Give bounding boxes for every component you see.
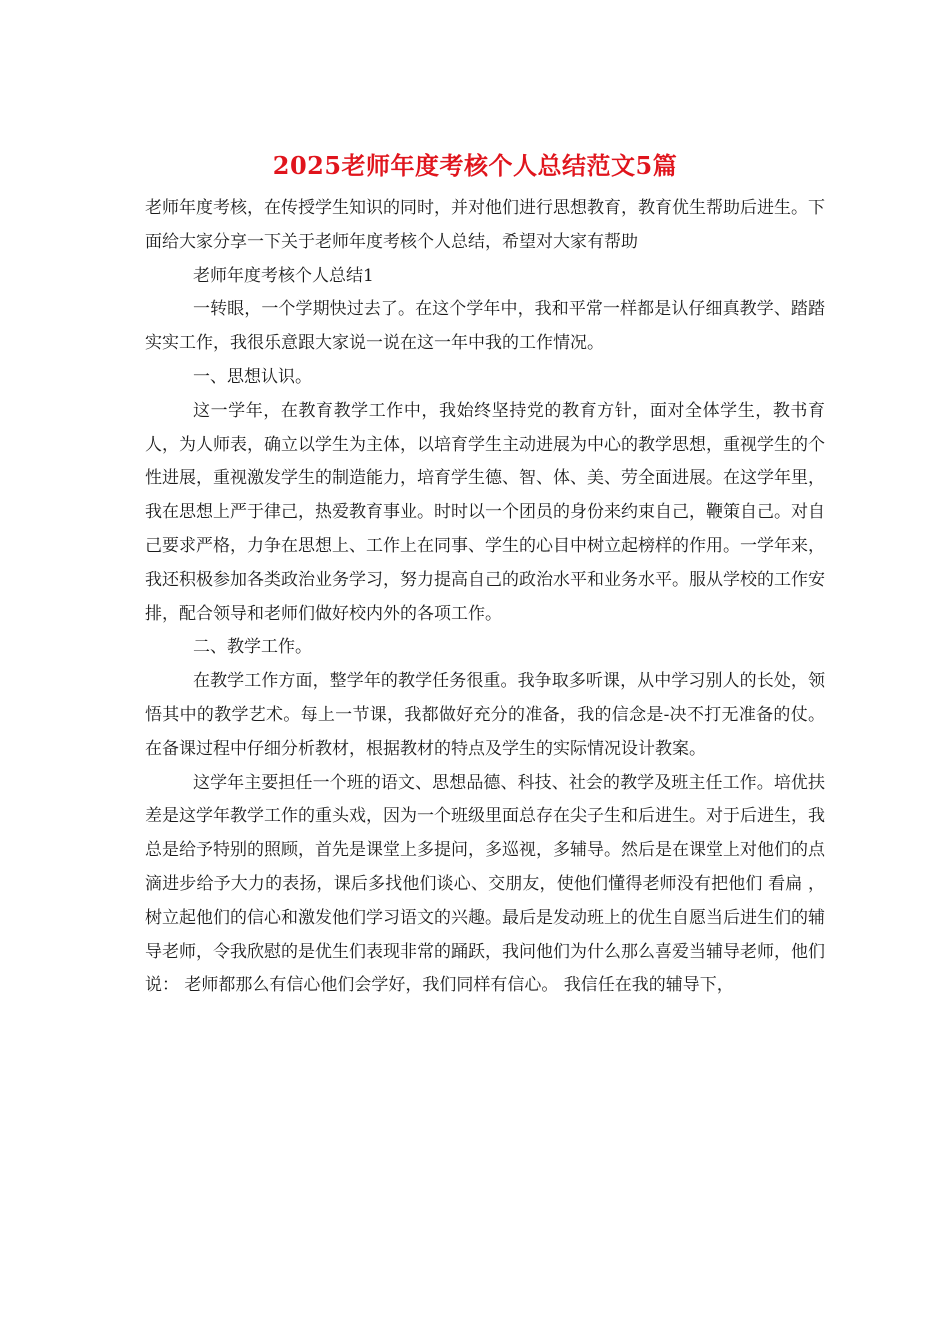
body-paragraph: 这学年主要担任一个班的语文、思想品德、科技、社会的教学及班主任工作。培优扶差是这学年教学工作的重头戏，因为一个班级里面总存在尖子生和后进生。对于后进生，我总是给予特别的照顾，首先是课堂上多提问，多巡视，多辅导。然后是在课堂上对他们的点滴进步给予大力的表扬，课后多找他们谈心、交朋友，使他们懂得老师没有把他们 看扁 ，树立起他们的信心和激发他们学习语文的兴趣。最后是发动班上的优生自愿当后进生们的辅导老师，令我欣慰的是优生们表现非常的踊跃，我问他们为什么那么喜爱当辅导老师，他们说： 老师都那么有信心他们会学好，我们同样有信心。 我信任在我的辅导下， [145, 772, 825, 996]
document-body [145, 192, 825, 1003]
section-heading: 老师年度考核个人总结1 [193, 265, 374, 286]
body-paragraph: 一转眼，一个学期快过去了。在这个学年中，我和平常一样都是认仔细真教学、踏踏实实工作，我很乐意跟大家说一说在这一年中我的工作情况。 [145, 299, 825, 354]
subsection-heading: 二、教学工作。 [193, 637, 312, 658]
subsection-heading: 一、思想认识。 [193, 366, 312, 387]
body-paragraph: 这一学年，在教育教学工作中，我始终坚持党的教育方针，面对全体学生，教书育人，为人师表，确立以学生为主体，以培育学生主动进展为中心的教学思想，重视学生的个性进展，重视激发学生的制造能力，培育学生德、智、体、美、劳全面进展。在这学年里，我在思想上严于律己，热爱教育事业。时时以一个团员的身份来约束自己，鞭策自己。对自己要求严格，力争在思想上、工作上在同事、学生的心目中树立起榜样的作用。一学年来，我还积极参加各类政治业务学习，努力提高自己的政治水平和业务水平。服从学校的工作安排，配合领导和老师们做好校内外的各项工作。 [145, 400, 825, 624]
intro-paragraph: 老师年度考核，在传授学生知识的同时，并对他们进行思想教育，教育优生帮助后进生。下面给大家分享一下关于老师年度考核个人总结，希望对大家有帮助 [145, 198, 825, 252]
body-paragraph: 在教学工作方面，整学年的教学任务很重。我争取多听课，从中学习别人的长处，领悟其中的教学艺术。每上一节课，我都做好充分的准备，我的信念是-决不打无准备的仗。在备课过程中仔细分析教材，根据教材的特点及学生的实际情况设计教案。 [145, 671, 825, 759]
document-title: 2025老师年度考核个人总结范文5篇 [272, 151, 678, 180]
